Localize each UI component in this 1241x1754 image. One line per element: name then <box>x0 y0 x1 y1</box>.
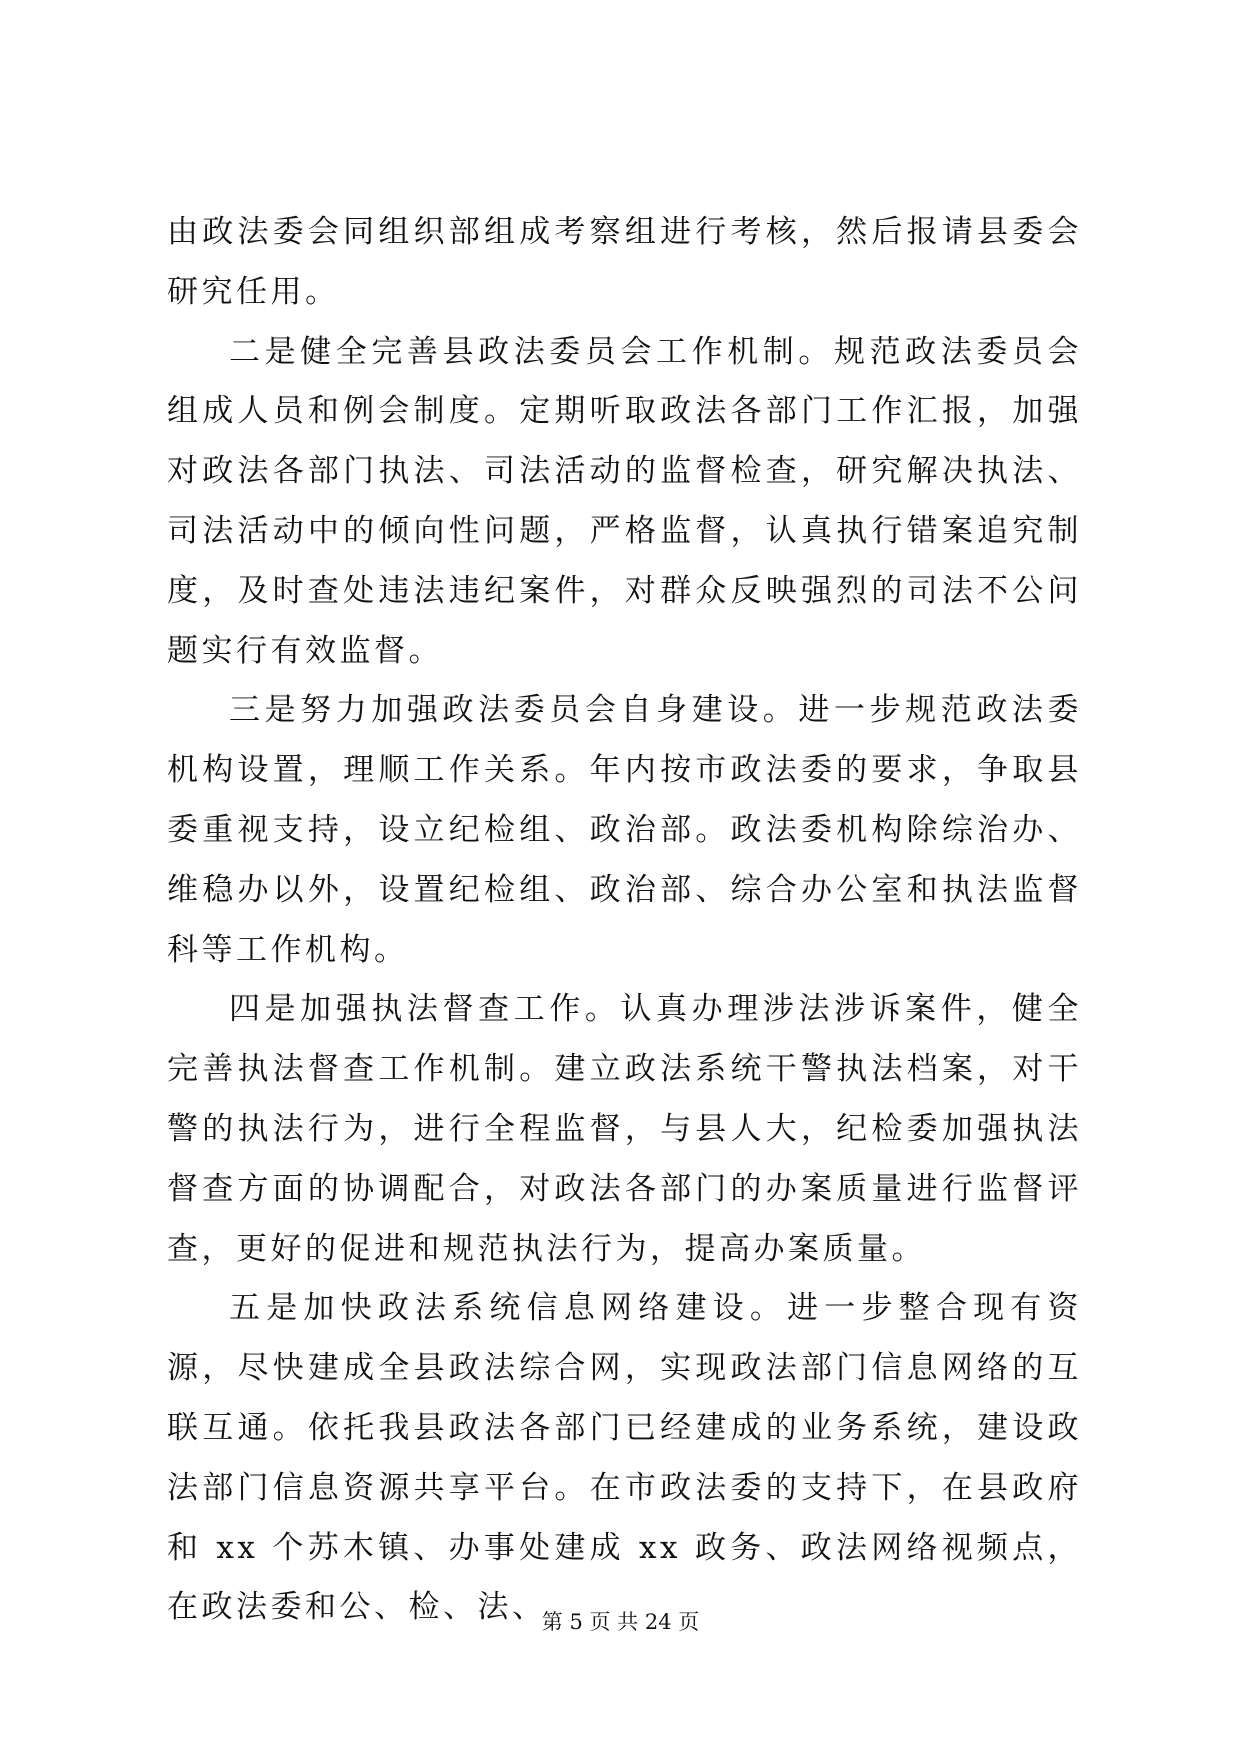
paragraph-item-2: 二是健全完善县政法委员会工作机制。规范政法委员会组成人员和例会制度。定期听取政法各部门工作汇报，加强对政法各部门执法、司法活动的监督检查，研究解决执法、司法活动中的倾向性问题，严格监督，认真执行错案追究制度，及时查处违法违纪案件，对群众反映强烈的司法不公问题实行有效监督。 <box>167 333 1082 669</box>
document-body <box>167 203 1082 1638</box>
paragraph-item-4: 四是加强执法督查工作。认真办理涉法涉诉案件，健全完善执法督查工作机制。建立政法系统干警执法档案，对干警的执法行为，进行全程监督，与县人大，纪检委加强执法督查方面的协调配合，对政法各部门的办案质量进行监督评查，更好的促进和规范执法行为，提高办案质量。 <box>167 991 1082 1267</box>
paragraph-item-3: 三是努力加强政法委员会自身建设。进一步规范政法委机构设置，理顺工作关系。年内按市政法委的要求，争取县委重视支持，设立纪检组、政治部。政法委机构除综治办、维稳办以外，设置纪检组、政治部、综合办公室和执法监督科等工作机构。 <box>167 692 1082 968</box>
paragraph-continuation: 由政法委会同组织部组成考察组进行考核，然后报请县委会研究任用。 <box>167 214 1082 310</box>
paragraph-item-5: 五是加快政法系统信息网络建设。进一步整合现有资源，尽快建成全县政法综合网，实现政法部门信息网络的互联互通。依托我县政法各部门已经建成的业务系统，建设政法部门信息资源共享平台。在市政法委的支持下，在县政府和 xx 个苏木镇、办事处建成 xx 政务、政法网络视频点，在政法委和公、检、法、 <box>167 1290 1082 1626</box>
page-footer: 第 5 页 共 24 页 <box>541 1610 700 1634</box>
